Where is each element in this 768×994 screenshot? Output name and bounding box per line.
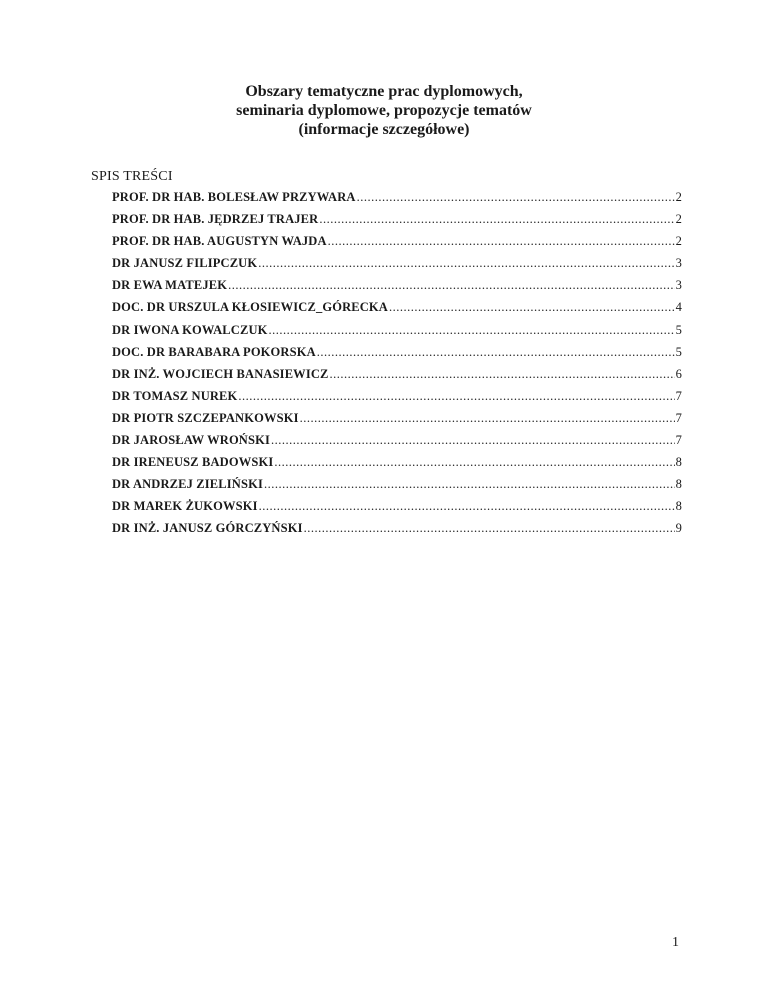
- toc-entry-page: 3: [675, 278, 682, 293]
- toc-entry-page: 8: [675, 455, 682, 470]
- toc-entry[interactable]: [112, 389, 682, 411]
- toc-entry-page: 5: [675, 322, 682, 337]
- toc-entry-page: 2: [675, 212, 682, 227]
- toc-dot-leader: [317, 345, 675, 360]
- toc-dot-leader: [357, 190, 675, 205]
- toc-entry-page: 2: [675, 234, 682, 249]
- toc-dot-leader: [258, 256, 674, 271]
- toc-dot-leader: [274, 455, 674, 470]
- toc-dot-leader: [238, 389, 674, 404]
- toc-entry[interactable]: [112, 323, 682, 345]
- toc-entry[interactable]: [112, 190, 682, 212]
- title-line-2: seminaria dyplomowe, propozycje tematów: [236, 102, 532, 119]
- table-of-contents: [112, 190, 682, 544]
- toc-dot-leader: [271, 433, 675, 448]
- toc-dot-leader: [328, 234, 675, 249]
- toc-entry-label: PROF. DR HAB. AUGUSTYN WAJDA: [112, 234, 327, 249]
- toc-entry-page: 7: [675, 433, 682, 448]
- page-number: 1: [672, 935, 679, 950]
- toc-dot-leader: [389, 300, 675, 315]
- toc-entry[interactable]: [112, 256, 682, 278]
- toc-dot-leader: [304, 521, 675, 536]
- toc-entry[interactable]: [112, 455, 682, 477]
- toc-entry-page: 5: [675, 344, 682, 359]
- toc-entry-label: DR JAROSŁAW WROŃSKI: [112, 433, 270, 448]
- toc-dot-leader: [300, 411, 675, 426]
- toc-entry-page: 8: [675, 477, 682, 492]
- toc-entry[interactable]: [112, 477, 682, 499]
- toc-entry[interactable]: [112, 499, 682, 521]
- toc-entry-label: DR INŻ. WOJCIECH BANASIEWICZ: [112, 366, 329, 381]
- toc-entry-page: 7: [675, 410, 682, 425]
- toc-dot-leader: [319, 212, 674, 227]
- toc-entry-page: 4: [675, 300, 682, 315]
- toc-entry-label: DR IWONA KOWALCZUK: [112, 322, 268, 337]
- toc-entry[interactable]: [112, 411, 682, 433]
- toc-heading: SPIS TREŚCI: [91, 169, 173, 184]
- toc-dot-leader: [269, 323, 675, 338]
- toc-entry-label: DR EWA MATEJEK: [112, 278, 228, 293]
- toc-entry-page: 9: [675, 521, 682, 536]
- toc-dot-leader: [330, 367, 675, 382]
- toc-entry-label: DR ANDRZEJ ZIELIŃSKI: [112, 477, 263, 492]
- toc-dot-leader: [259, 499, 675, 514]
- toc-entry-page: 8: [675, 499, 682, 514]
- toc-entry-label: DR IRENEUSZ BADOWSKI: [112, 455, 274, 470]
- toc-entry-label: DR TOMASZ NUREK: [112, 388, 238, 403]
- toc-entry[interactable]: [112, 367, 682, 389]
- toc-entry-label: DR MAREK ŻUKOWSKI: [112, 499, 258, 514]
- toc-entry-label: PROF. DR HAB. BOLESŁAW PRZYWARA: [112, 190, 356, 204]
- title-line-3: (informacje szczegółowe): [298, 121, 470, 138]
- toc-dot-leader: [228, 278, 675, 293]
- toc-dot-leader: [264, 477, 675, 492]
- toc-entry[interactable]: [112, 345, 682, 367]
- toc-entry-page: 6: [675, 366, 682, 381]
- document-title: [0, 82, 768, 139]
- toc-entry[interactable]: [112, 278, 682, 300]
- toc-entry-label: DOC. DR URSZULA KŁOSIEWICZ_GÓRECKA: [112, 300, 388, 315]
- title-line-1: Obszary tematyczne prac dyplomowych,: [245, 83, 523, 100]
- toc-entry-page: 7: [675, 388, 682, 403]
- toc-entry-label: DR PIOTR SZCZEPANKOWSKI: [112, 410, 299, 425]
- toc-entry-label: DOC. DR BARABARA POKORSKA: [112, 344, 316, 359]
- toc-entry-page: 2: [675, 190, 682, 204]
- toc-entry-page: 3: [675, 256, 682, 271]
- toc-entry[interactable]: [112, 300, 682, 322]
- toc-entry[interactable]: [112, 234, 682, 256]
- toc-entry-label: PROF. DR HAB. JĘDRZEJ TRAJER: [112, 212, 319, 227]
- toc-entry[interactable]: [112, 521, 682, 543]
- toc-entry-label: DR JANUSZ FILIPCZUK: [112, 256, 258, 271]
- toc-entry-label: DR INŻ. JANUSZ GÓRCZYŃSKI: [112, 521, 303, 536]
- toc-entry[interactable]: [112, 212, 682, 234]
- toc-entry[interactable]: [112, 433, 682, 455]
